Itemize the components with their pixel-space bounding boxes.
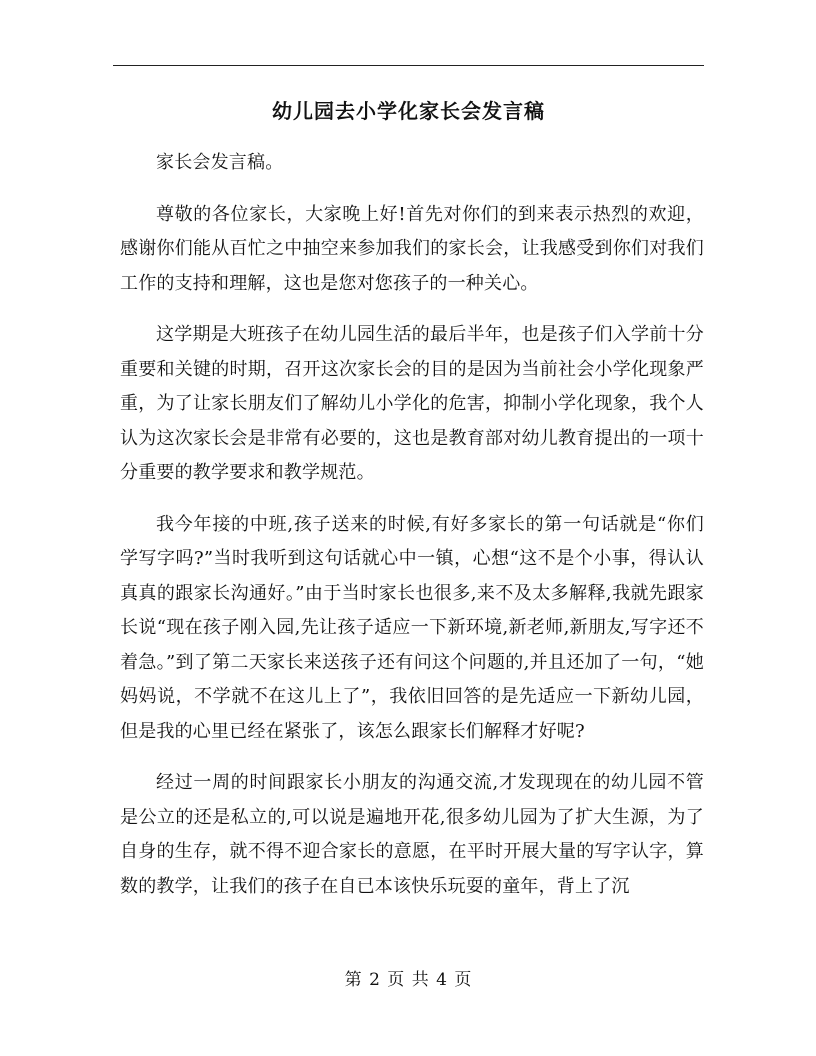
paragraph: 我今年接的中班,孩子送来的时候,有好多家长的第一句话就是“你们学写字吗?”当时我听到这句话就心中一镇，心想“这不是个小事，得认认真真的跟家长沟通好。”由于当时家长也很多,来不及太多解释,我就先跟家长说“现在孩子刚入园,先让孩子适应一下新环境,新老师,新朋友,写字还不着急。”到了第二天家长来送孩子还有问这个问题的,并且还加了一句，“她妈妈说，不学就不在这儿上了”，我依旧回答的是先适应一下新幼儿园，但是我的心里已经在紧张了，该怎么跟家长们解释才好呢? [120,513,704,742]
document-title: 幼儿园去小学化家长会发言稿 [272,99,545,123]
header-rule [113,65,704,66]
paragraph: 尊敬的各位家长，大家晚上好!首先对你们的到来表示热烈的欢迎，感谢你们能从百忙之中抽空来参加我们的家长会，让我感受到你们对我们工作的支持和理解，这也是您对您孩子的一种关心。 [120,203,704,294]
paragraph: 经过一周的时间跟家长小朋友的沟通交流,才发现现在的幼儿园不管是公立的还是私立的,可以说是遍地开花,很多幼儿园为了扩大生源，为了自身的生存，就不得不迎合家长的意愿，在平时开展大量的写字认字，算数的教学，让我们的孩子在自已本该快乐玩耍的童年，背上了沉 [120,772,704,897]
paragraph: 家长会发言稿。 [156,152,284,173]
page-number: 第 2 页 共 4 页 [344,970,473,990]
document-body [120,146,704,921]
paragraph: 这学期是大班孩子在幼儿园生活的最后半年，也是孩子们入学前十分重要和关键的时期，召开这次家长会的目的是因为当前社会小学化现象严重，为了让家长朋友们了解幼儿小学化的危害，抑制小学化现象，我个人认为这次家长会是非常有必要的，这也是教育部对幼儿教育提出的一项十分重要的教学要求和教学规范。 [120,324,704,483]
page-footer [113,968,704,992]
